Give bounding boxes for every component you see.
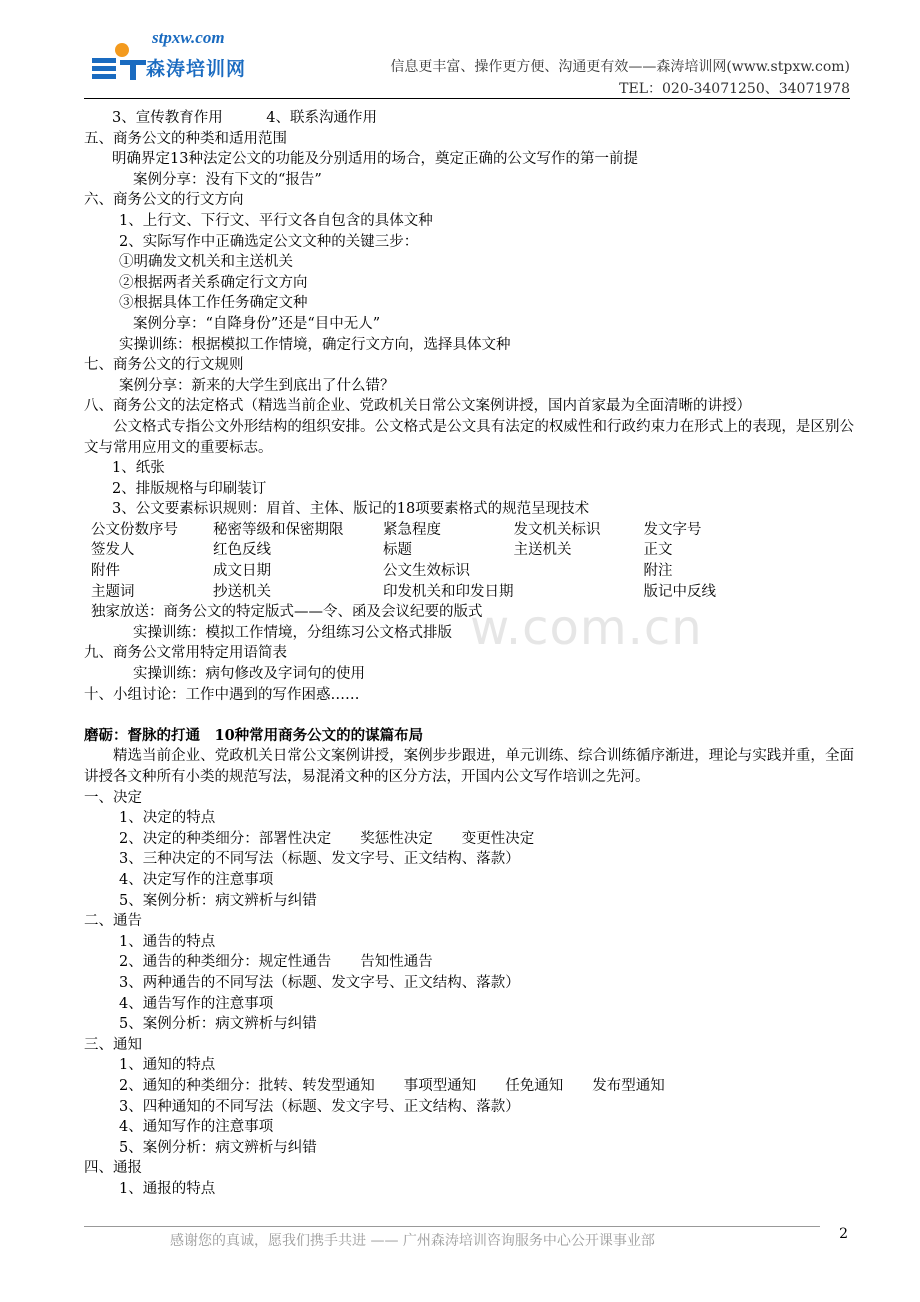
page-header	[0, 0, 920, 100]
header-tel: TEL：020-34071250、34071978	[619, 81, 850, 97]
table-cell: 公文生效标识	[383, 563, 470, 580]
watermark: w.com.cn	[470, 600, 703, 656]
outline-line: 1、通告的特点	[119, 933, 216, 950]
section-intro-paragraph: 精选当前企业、党政机关日常公文案例讲授，案例步步跟进，单元训练、综合训练循序渐进，理论与实践并重，全面讲授各文种所有小类的规范写法，易混淆文种的区分方法，开国内公文写作培训之先河。	[84, 748, 854, 785]
outline-line: 实操训练：病句修改及字词句的使用	[133, 666, 365, 683]
outline-line: 1、通知的特点	[119, 1057, 216, 1074]
spacer	[84, 705, 854, 726]
outline-line: 案例分享：“自降身份”还是“目中无人”	[133, 315, 381, 332]
outline-line: 4、通知写作的注意事项	[119, 1119, 274, 1136]
table-cell: 公文份数序号	[91, 521, 178, 538]
table-cell: 正文	[643, 542, 673, 559]
outline-line: 1、纸张	[112, 460, 165, 477]
table-cell	[514, 582, 644, 603]
outline-line: 2、通告的种类细分：规定性通告 告知性通告	[119, 954, 433, 971]
document-body	[84, 108, 854, 1199]
outline-line: 5、案例分析：病文辨析与纠错	[119, 1139, 317, 1156]
outline-line: 3、公文要素标识规则：眉首、主体、版记的18项要素格式的规范呈现技术	[112, 501, 590, 518]
header-divider	[84, 98, 850, 99]
outline-line: 3、三种决定的不同写法（标题、发文字号、正文结构、落款）	[119, 851, 520, 868]
outline-line: 九、商务公文常用特定用语简表	[84, 645, 287, 662]
outline-line: 四、通报	[84, 1160, 142, 1177]
table-cell: 抄送机关	[213, 583, 271, 600]
outline-line: 3、宣传教育作用 4、联系沟通作用	[112, 110, 377, 126]
table-row	[91, 582, 794, 603]
outline-line: 5、案例分析：病文辨析与纠错	[119, 892, 317, 909]
table-cell: 发文机关标识	[513, 521, 601, 538]
outline-block-d	[84, 788, 854, 1200]
outline-line: 2、决定的种类细分：部署性决定 奖惩性决定 变更性决定	[119, 830, 535, 847]
table-cell: 主送机关	[513, 542, 572, 559]
table-cell: 附注	[643, 563, 673, 580]
footer-divider	[84, 1226, 820, 1227]
outline-line: ②根据两者关系确定行文方向	[119, 274, 308, 291]
outline-line: 一、决定	[84, 789, 142, 806]
outline-line: 5、案例分析：病文辨析与纠错	[119, 1016, 317, 1033]
logo-st-mark-icon	[90, 42, 148, 82]
page-footer: 感谢您的真诚，愿我们携手共进 —— 广州森涛培训咨询服务中心公开课事业部	[170, 1233, 655, 1249]
outline-line: 六、商务公文的行文方向	[84, 192, 244, 209]
outline-block-b	[84, 458, 854, 520]
outline-line: ①明确发文机关和主送机关	[119, 254, 293, 271]
table-row	[91, 561, 794, 582]
outline-line: 4、决定写作的注意事项	[119, 871, 274, 888]
logo-name-text: 森涛培训网	[146, 58, 247, 80]
outline-line: 实操训练：模拟工作情境，分组练习公文格式排版	[133, 624, 452, 641]
outline-line: 二、通告	[84, 913, 142, 930]
header-slogan: 信息更丰富、操作更方便、沟通更有效——森涛培训网(www.stpxw.com)	[390, 59, 850, 75]
outline-line: 2、实际写作中正确选定公文文种的关键三步：	[119, 233, 419, 250]
table-cell: 发文字号	[643, 521, 702, 538]
outline-line: 3、四种通知的不同写法（标题、发文字号、正文结构、落款）	[119, 1098, 520, 1115]
table-cell: 签发人	[91, 542, 135, 559]
table-cell: 主题词	[91, 583, 135, 600]
format-elements-table	[91, 520, 794, 602]
outline-line: 十、小组讨论：工作中遇到的写作困惑……	[84, 686, 360, 703]
table-cell: 印发机关和印发日期	[383, 583, 514, 600]
page-number: 2	[839, 1226, 848, 1242]
outline-line: 明确界定13种法定公文的功能及分别适用的场合，奠定正确的公文写作的第一前提	[112, 151, 638, 168]
table-cell: 紧急程度	[383, 521, 441, 538]
outline-line: 独家放送：商务公文的特定版式——令、函及会议纪要的版式	[91, 604, 483, 621]
outline-block-a	[84, 108, 854, 417]
section-title: 磨砺：督脉的打通 10种常用商务公文的的谋篇布局	[84, 726, 424, 744]
outline-line: ③根据具体工作任务确定文种	[119, 295, 308, 312]
outline-line: 八、商务公文的法定格式（精选当前企业、党政机关日常公文案例讲授，国内首家最为全面清晰的讲授）	[84, 398, 751, 415]
outline-line: 2、通知的种类细分：批转、转发型通知 事项型通知 任免通知 发布型通知	[119, 1077, 665, 1094]
outline-line: 七、商务公文的行文规则	[84, 357, 244, 374]
outline-line: 案例分享：新来的大学生到底出了什么错？	[119, 377, 395, 394]
table-cell: 红色反线	[213, 542, 271, 559]
outline-block-c	[84, 602, 854, 705]
outline-line: 3、两种通告的不同写法（标题、发文字号、正文结构、落款）	[119, 974, 520, 991]
outline-line: 4、通告写作的注意事项	[119, 995, 274, 1012]
table-cell: 成文日期	[213, 563, 271, 580]
site-logo[interactable]	[90, 28, 260, 88]
table-cell: 标题	[383, 542, 412, 559]
outline-line: 2、排版规格与印刷装订	[112, 480, 267, 497]
logo-url-text: stpxw.com	[152, 28, 225, 47]
outline-line: 三、通知	[84, 1036, 142, 1053]
outline-line: 1、上行文、下行文、平行文各自包含的具体文种	[119, 212, 433, 229]
outline-line: 案例分享：没有下文的“报告”	[133, 171, 322, 188]
format-paragraph: 公文格式专指公文外形结构的组织安排。公文格式是公文具有法定的权威性和行政约束力在形式上的表现，是区别公文与常用应用文的重要标志。	[84, 418, 854, 456]
outline-line: 五、商务公文的种类和适用范围	[84, 130, 287, 147]
table-cell: 秘密等级和保密期限	[213, 521, 344, 538]
table-row	[91, 520, 794, 541]
table-cell: 附件	[91, 563, 120, 580]
table-cell: 版记中反线	[643, 583, 716, 600]
outline-line: 实操训练：根据模拟工作情境，确定行文方向，选择具体文种	[119, 336, 511, 353]
outline-line: 1、通报的特点	[119, 1180, 216, 1197]
table-cell	[514, 561, 644, 582]
table-row	[91, 540, 794, 561]
outline-line: 1、决定的特点	[119, 810, 216, 827]
